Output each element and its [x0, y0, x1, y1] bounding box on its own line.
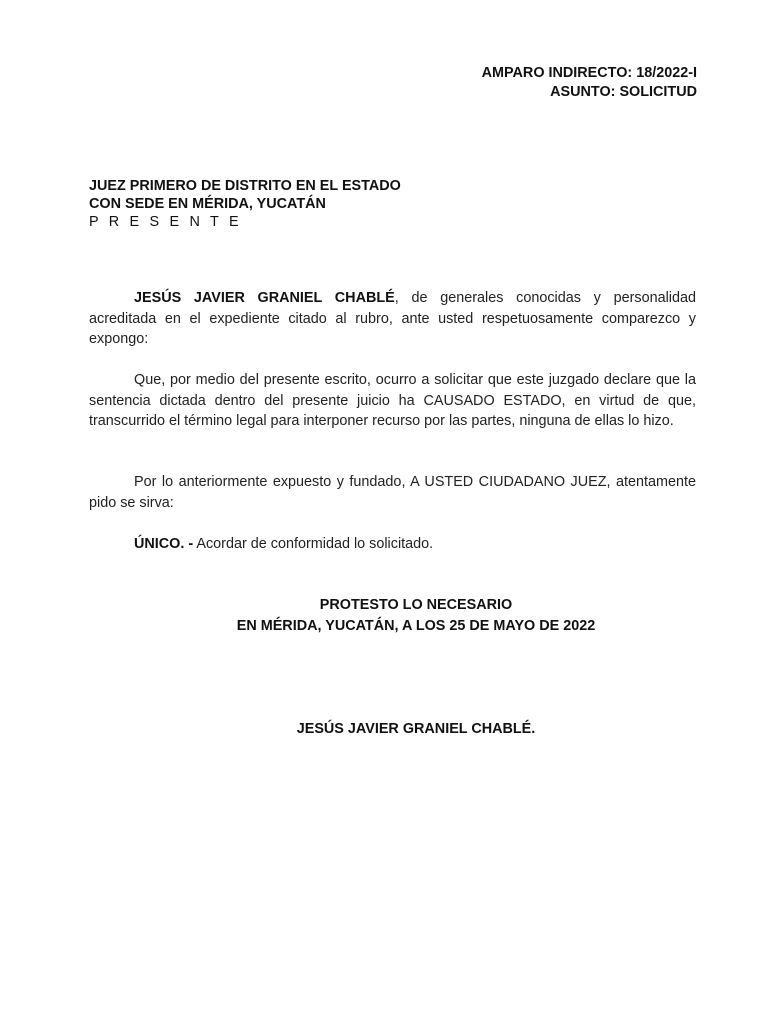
unico-label: ÚNICO. -	[134, 536, 194, 552]
paragraph-petition-text: Por lo anteriormente expuesto y fundado, A USTED CIUDADANO JUEZ, atentamente pido se sirva:	[89, 474, 696, 511]
paragraph-unico	[89, 534, 696, 555]
recipient-location: CON SEDE EN MÉRIDA, YUCATÁN	[89, 196, 326, 212]
closing-block	[0, 595, 768, 637]
paragraph-introduction-text: , de generales conocidas y personalidad acreditada en el expediente citado al rubro, ante usted respetuosamente comparezco y expongo:	[89, 290, 696, 347]
case-number: AMPARO INDIRECTO: 18/2022-I	[481, 65, 697, 81]
paragraph-introduction	[89, 288, 696, 350]
protesto-line: PROTESTO LO NECESARIO	[319, 597, 513, 613]
paragraph-request-text: Que, por medio del presente escrito, ocurro a solicitar que este juzgado declare que la sentencia dictada dentro del presente juicio ha CAUSADO ESTADO, en virtud de que, transcurrido el término legal para interponer recurso por las partes, ninguna de ellas lo hizo.	[89, 372, 696, 429]
presente-line: P R E S E N T E	[89, 214, 242, 230]
subject-line: ASUNTO: SOLICITUD	[550, 84, 697, 100]
recipient-title: JUEZ PRIMERO DE DISTRITO EN EL ESTADO	[89, 178, 401, 194]
paragraph-petition	[89, 472, 696, 513]
petitioner-name: JESÚS JAVIER GRANIEL CHABLÉ	[134, 290, 395, 306]
recipient-block	[89, 177, 401, 231]
document-header	[482, 64, 697, 102]
place-date-line: EN MÉRIDA, YUCATÁN, A LOS 25 DE MAYO DE 2022	[236, 618, 596, 634]
paragraph-request	[89, 370, 696, 432]
unico-text: Acordar de conformidad lo solicitado.	[193, 536, 434, 552]
signature-name: JESÚS JAVIER GRANIEL CHABLÉ.	[296, 721, 536, 737]
